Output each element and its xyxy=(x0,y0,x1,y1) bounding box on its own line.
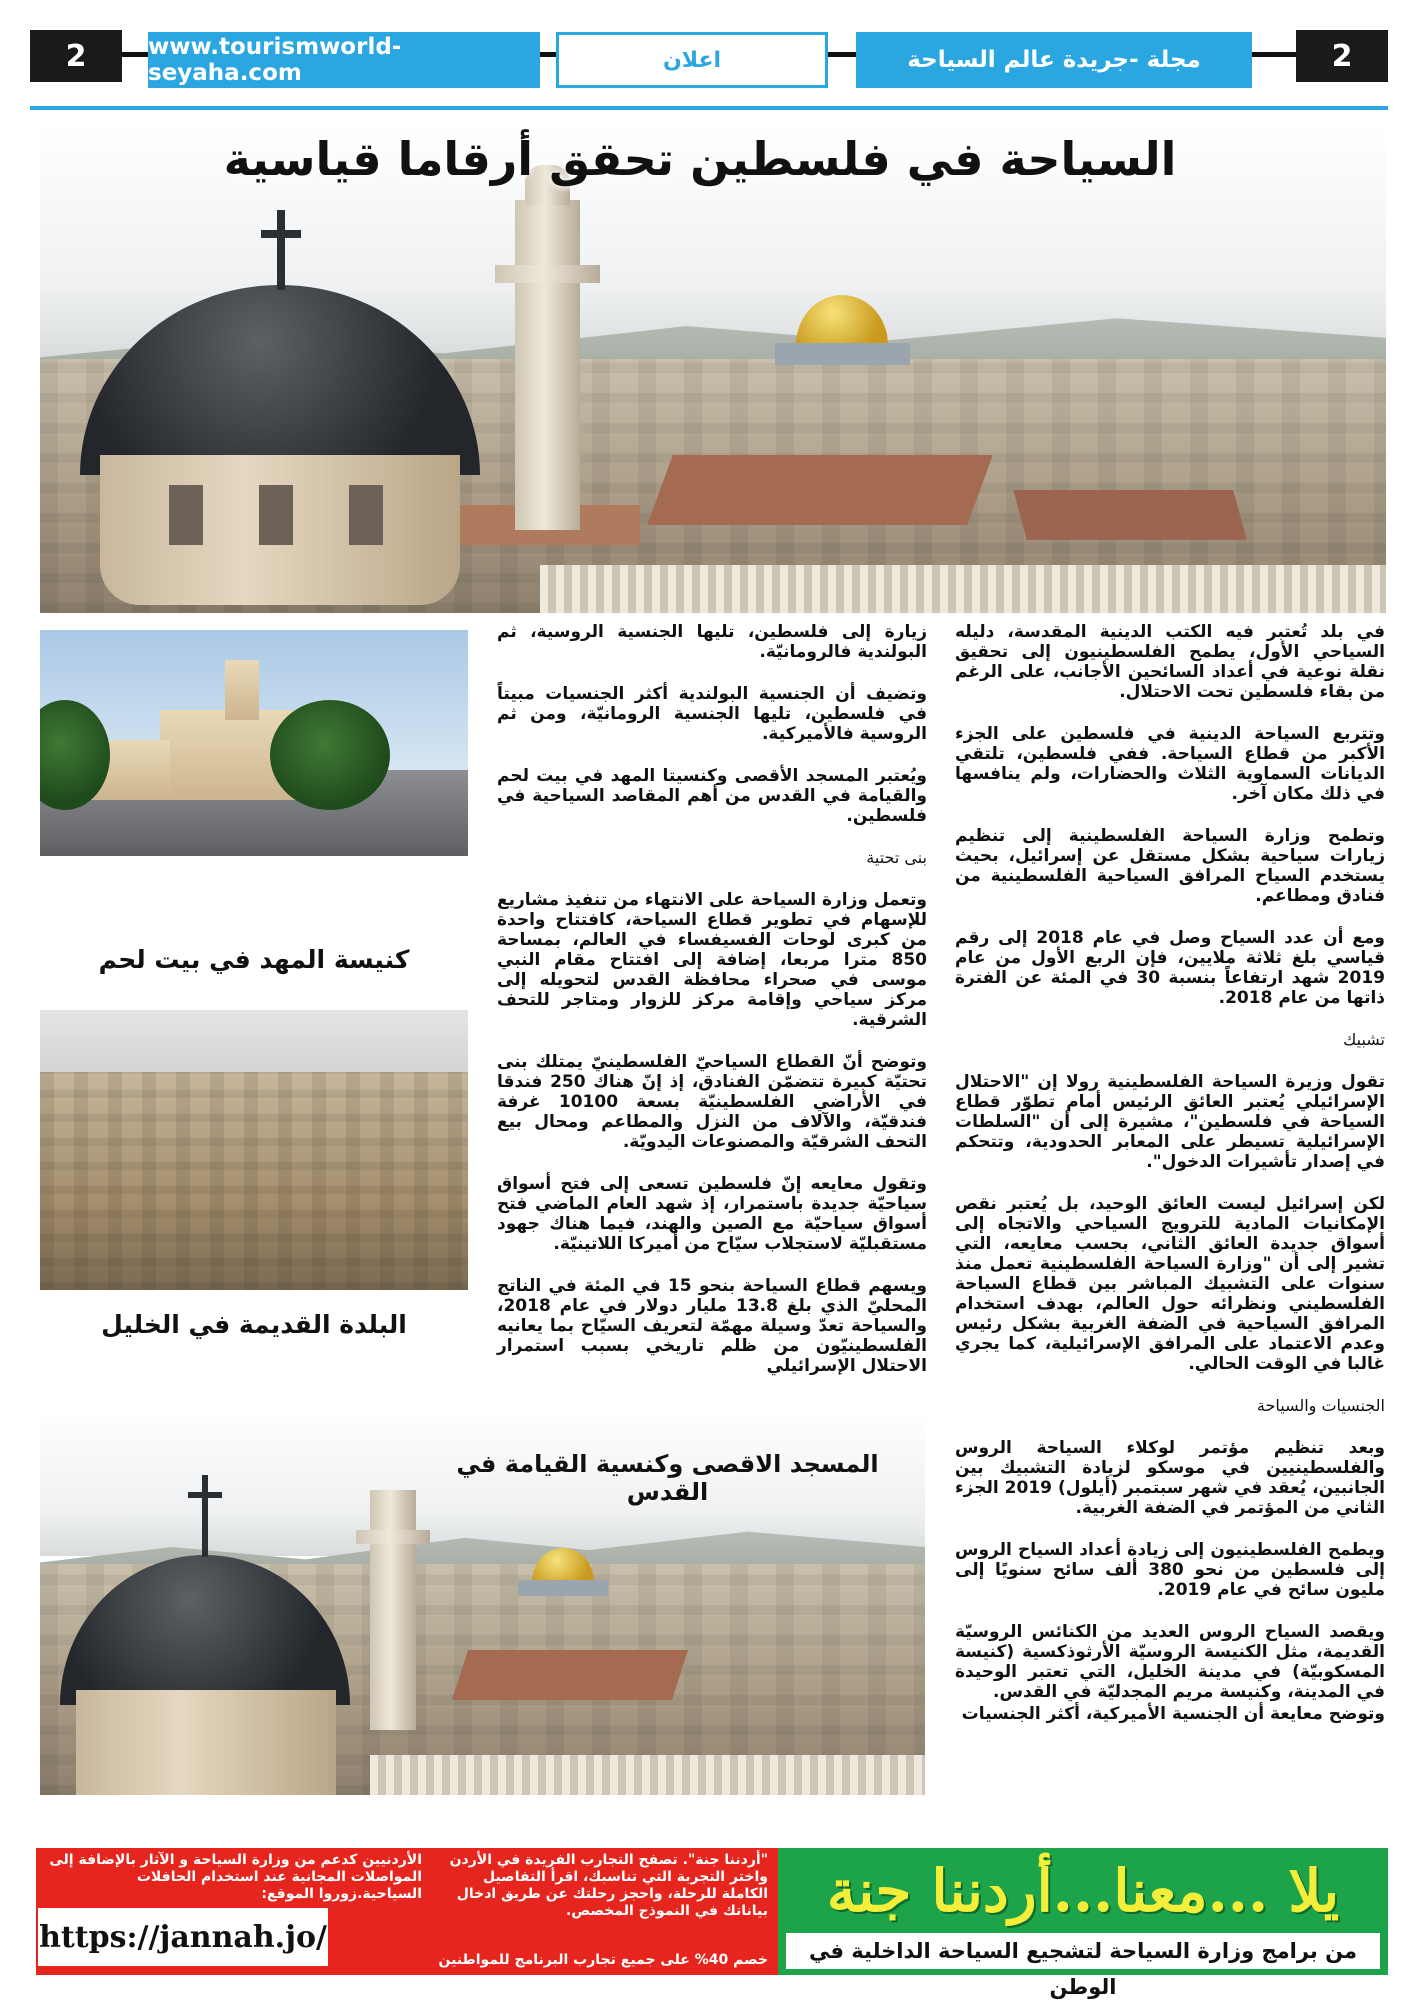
ad-program-line: من برامج وزارة السياحة لتشجيع السياحة الداخلية في الوطن xyxy=(786,1933,1380,1969)
photo-hebron-old-city xyxy=(40,1010,468,1290)
caption-bethlehem: كنيسة المهد في بيت لحم xyxy=(98,945,410,974)
photo-bethlehem-church xyxy=(40,630,468,856)
paragraph: وتضيف أن الجنسية البولندية أكثر الجنسيات مبيتاً في فلسطين، تليها الجنسية الرومانيّة، ومن ثم الروسية فالأميركية. xyxy=(497,684,927,744)
paragraph: وتعمل وزارة السياحة على الانتهاء من تنفيذ مشاريع للإسهام في تطوير قطاع السياحة، كافتتاح واحدة من كبرى لوحات الفسيفساء في العالم، بمساحة 850 مترا مربعا، إضافة إلى افتتاح مقام النبي موسى في صحراء محافظة القدس لتحويله إلى مركز سياحي وإقامة مركز للزوار ومتاجر للتحف الشرقية. xyxy=(497,890,927,1030)
paragraph: وبعد تنظيم مؤتمر لوكلاء السياحة الروس والفلسطينيين في موسكو لزيادة التشبيك بين الجانبين، يُعقد في شهر سبتمبر (أيلول) 2019 الجزء الثاني من المؤتمر في الضفة الغربية. xyxy=(955,1438,1385,1518)
paragraph: في بلد تُعتبر فيه الكتب الدينية المقدسة، دليله السياحي الأول، يطمح الفلسطينيون إلى تحقيق نقلة نوعية في أعداد السائحين الأجانب، على الرغم من بقاء فلسطين تحت الاحتلال. xyxy=(955,622,1385,702)
page-number-left: 2 xyxy=(30,30,122,82)
ad-label: اعلان xyxy=(556,32,828,88)
paragraph: زيارة إلى فلسطين، تليها الجنسية الروسية، ثم البولندية فالرومانيّة. xyxy=(497,622,927,662)
article-title: السياحة في فلسطين تحقق أرقاما قياسية xyxy=(223,132,1177,186)
section-heading: الجنسيات والسياحة xyxy=(1256,1396,1385,1415)
paragraph: ويسهم قطاع السياحة بنحو 15 في المئة في الناتج المحليّ الذي بلغ 13.8 مليار دولار في عام 2018، والسياحة تعدّ وسيلة مهمّة لتعريف السيّاح بما يعانيه الفلسطينيّون من ظلم تاريخي بسبب استمرار الاحتلال الإسرائيلي xyxy=(497,1276,927,1376)
header-blue-rule xyxy=(30,106,1388,110)
ad-slogan: يلا ...معنا...أردننا جنة xyxy=(826,1857,1340,1925)
section-heading: بنى تحتية xyxy=(866,848,927,867)
paragraph: لكن إسرائيل ليست العائق الوحيد، بل يُعتبر نقص الإمكانيات المادية للترويج السياحي والاتجاه إلى أسواق جديدة العائق الثاني، بحسب معايعه، التي تشير إلى أن "وزارة السياحة الفلسطينية تعمل منذ سنوات على التشبيك المباشر بين قطاع السياحة الفلسطيني ونظرائه حول العالم، بهدف استخدام المرافق السياحية في الضفة الغربية بشكل رئيس وعدم الاعتماد على المرافق الإسرائيلية، كما يجري غالبا في الوقت الحالي. xyxy=(955,1194,1385,1374)
ad-banner-green xyxy=(778,1848,1388,1999)
section-heading: تشبيك xyxy=(1343,1030,1385,1049)
text-column-right xyxy=(955,622,1385,1746)
main-photo-jerusalem xyxy=(40,125,1386,613)
paragraph: تقول وزيرة السياحة الفلسطينية رولا إن "الاحتلال الإسرائيلي يُعتبر العائق الرئيس أمام تطوّر قطاع السياحة في فلسطين"، مشيرة إلى أن "السلطات الإسرائيلية تسيطر على المعابر الحدودية، وتتحكم في إصدار تأشيرات الدخول". xyxy=(955,1072,1385,1172)
ad-discount: خصم 40% على جميع تجارب البرنامج للمواطنين xyxy=(438,1952,768,1968)
paragraph: وتوضح معايعة أن الجنسية الأميركية، أكثر الجنسيات xyxy=(961,1704,1385,1724)
paragraph: وتطمح وزارة السياحة الفلسطينية إلى تنظيم زيارات سياحية بشكل مستقل عن إسرائيل، بحيث يستخدم السياح المرافق السياحية الفلسطينية من فنادق ومطاعم. xyxy=(955,826,1385,906)
ad-text-left: الأردنيين كدعم من وزارة السياحة و الآثار بالإضافة إلى المواصلات المجانية عند استخدام الحافلات السياحية.زوروا الموقع: xyxy=(49,1852,422,1902)
text-column-middle xyxy=(497,622,927,1398)
caption-jerusalem: المسجد الاقصى وكنسية القيامة في القدس xyxy=(456,1450,879,1506)
ad-banner-red xyxy=(36,1848,778,1975)
paragraph: ويقصد السياح الروس العديد من الكنائس الروسيّة القديمة، مثل الكنيسة الروسيّة الأرثوذكسية (كنيسة المسكوبيّة) في مدينة الخليل، التي تعتبر الوحيدة في المدينة، وكنيسة مريم المجدليّة في القدس. xyxy=(955,1622,1385,1702)
paragraph: ويُعتبر المسجد الأقصى وكنسيتا المهد في بيت لحم والقيامة في القدس من أهم المقاصد السياحية في فلسطين. xyxy=(497,766,927,826)
paragraph: وتقول معايعه إنّ فلسطين تسعى إلى فتح أسواق سياحيّة جديدة باستمرار، إذ شهد العام الماضي فتح أسواق سياحيّة مع الصين والهند، فيما هناك جهود مستقبليّة لاستجلاب سيّاح من أميركا اللاتينيّة. xyxy=(497,1174,927,1254)
paragraph: ويطمح الفلسطينيون إلى زيادة أعداد السياح الروس إلى فلسطين من نحو 380 ألف سائح سنويًا إلى مليون سائح في عام 2019. xyxy=(955,1540,1386,1600)
ad-text-mid: "أردننا جنة". تصفح التجارب الفريدة في الأردن واختر التجربة التي تناسبك، اقرأ التفاصيل الكاملة للرحلة، واحجز رحلتك عن طريق ادخال بياناتك في النموذج المخصص. xyxy=(449,1852,768,1919)
paragraph: وتوضح أنّ القطاع السياحيّ الفلسطينيّ يمتلك بنى تحتيّة كبيرة تتضمّن الفنادق، إذ إنّ هناك 250 فندقا في الأراضي الفلسطينيّة بسعة 10100 غرفة فندقيّة، والآلاف من النزل والمطاعم ومحال بيع التحف الشرقيّة والمصنوعات اليدويّة. xyxy=(497,1052,927,1152)
website-link[interactable]: www.tourismworld-seyaha.com xyxy=(148,32,540,88)
publication-name: مجلة -جريدة عالم السياحة xyxy=(856,32,1252,88)
caption-hebron: البلدة القديمة في الخليل xyxy=(101,1310,407,1339)
page-number-right: 2 xyxy=(1296,30,1388,82)
paragraph: ومع أن عدد السياح وصل في عام 2018 إلى رقم قياسي بلغ ثلاثة ملايين، فإن الربع الأول من عام 2019 شهد ارتفاعاً بنسبة 30 في المئة عن الفترة ذاتها من عام 2018. xyxy=(955,928,1385,1008)
ad-website-link[interactable]: https://jannah.jo/ xyxy=(38,1908,328,1966)
paragraph: وتتربع السياحة الدينية في فلسطين على الجزء الأكبر من قطاع السياحة. ففي فلسطين، تلتقي الديانات السماوية الثلاث والحضارات، ولم ينافسها في ذلك مكان آخر. xyxy=(955,724,1385,804)
